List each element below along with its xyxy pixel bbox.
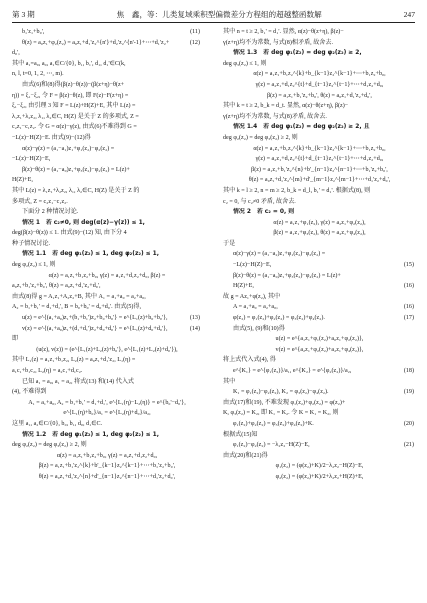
equation-text: H(Z)+E, — [233, 283, 254, 290]
equation-text: e^{K₁} = e^{φ₁(z₂)}/a₁, e^{K₂} = e^{φ₂(z₂)}/a₂, — [233, 368, 352, 374]
text-line: deg φ₂(z₂) ≤ 1, 则 — [12, 262, 56, 269]
text-line: a₁c₁+b₁c₂, L₂(η) = a₂c₁+d₁c₂. — [12, 368, 83, 374]
equation-number: (15) — [403, 262, 414, 269]
display-formula: γ(z) = a₂z₁+d₁z₂^{t}+d_{t−1}z₂^{t−1}+⋯+d₁z₂+d₀, — [255, 81, 384, 88]
equation-text: u(z) = e^{(a₁+a₀)z₁+(b₁+b₁')z₂+b₀+b₀'} = e^{L₁(z)+b₀+b₀'}, — [22, 315, 168, 322]
display-formula: α(z) = a₁z₁+b₁z₂+b₀, γ(z) = a₁z₁+d₁z₂+d₀, β(z) = — [48, 272, 166, 279]
display-formula: e^{L₁(η)+b₀}/a₁ = e^{L₂(η)+d₀}/a₂, — [63, 410, 151, 417]
display-formula: φ₁(z₂) = (φ(z₂)+K)/2−λ₂z₂−H(Z)−E, — [275, 463, 364, 470]
equation-text: β(z)−θ(z) = (a₁−a₀)z₁+φ₃(z₂)−φ₄(z₂) = L(z)+ — [233, 272, 341, 279]
equation-text: φ₁(z₂)+φ₂(z₂) = φ₃(z₂)+φ₄(z₂)+K. — [233, 420, 314, 427]
case-heading: 情况 1 若 c₂≠0, 则 deg(α(z)−γ(z)) ≤ 1, — [22, 219, 145, 226]
text-line: η)) = ξ₁−ξ₂, 令 F = β(z)−θ(z), 即 F(z)−F(z+η) = — [12, 92, 129, 99]
display-formula: (u(z), v(z)) = (e^{L₁(z)+L₂(z)+b₀'}, e^{L₁(z)+L₂(z)+d₀'}), — [36, 346, 178, 353]
equation-line — [12, 313, 202, 324]
display-formula: v(z) = e^{a₂z₁+φ₂(z₂)+a₂z₁+φ₄(z₂)}, — [275, 346, 364, 353]
equation-line — [223, 260, 416, 271]
equation-number: (16) — [403, 304, 414, 311]
right-column — [223, 27, 416, 483]
text-line: A₂ = b₁+b₁' = d₁+d₁', B = b₀+b₀' = d₀+d₀'. 由式(5)得, — [12, 304, 142, 311]
equation-text: φ(z₂) = φ₁(z₂)+φ₂(z₂) = φ₃(z₂)+φ₄(z₂). — [233, 315, 325, 322]
text-line: deg φ₂(z₂) = deg φ₃(z₂) ≥ 2, 则 — [223, 134, 298, 141]
equation-number: (11) — [190, 29, 200, 35]
text-line: α(z)−γ(z) = (a₁−a₁)z₁+φ₁(z₂)−φ₂(z₂) = — [22, 145, 115, 152]
equation-line — [223, 271, 416, 282]
text-line: 由式(17)和(19), 不难发现 φ₁(z₂)+φ₂(z₂) = φ(z₂)+ — [223, 399, 346, 406]
text-line: 故 g = Az₁+φ(z₂), 其中 — [223, 293, 281, 300]
issue-number: 第 3 期 — [12, 9, 35, 19]
equation-number: (17) — [403, 315, 414, 322]
equation-line — [12, 324, 202, 335]
text-line: deg(β(z)−θ(z)) ≤ 1. 由式(9)−(12) 知, 由下分 4 — [12, 230, 127, 237]
case-heading: 情况 1.2 若 deg φ₁(z₂) ≤ 1, deg φ₂(z₂) ≤ 1, — [22, 431, 160, 438]
text-line: 其中 k = t ≥ 2, b_k = d_t. 显然, α(z)−θ(z+η), β(z)− — [223, 103, 349, 110]
display-formula: β(z) = a₁z₁+φ₃(z₂), θ(z) = a₂z₁+φ₄(z₂), — [273, 230, 366, 237]
equation-text: θ(z) = a₀z₁+φ₂(z₂) = a₀z₁+d₁'z₂^{n'}+d₂'z₂^{n'-1}+⋯+d₁'z₂+ — [22, 39, 170, 46]
equation-number — [414, 271, 416, 282]
text-line: d₀', — [12, 50, 20, 57]
equation-line — [12, 27, 202, 38]
text-line: 由式(8)得 g = A₁z₁+A₂z₂+B, 其中 A₁ = a₁+a₀ = a₂+a₀, — [12, 293, 146, 300]
text-line: a₀z₁+b₁'z₂+b₀', θ(z) = a₀z₁+d₁'z₂+d₀', — [12, 283, 101, 290]
text-line: 由式(20)和(21)得 — [223, 452, 268, 459]
display-formula: α(z) = a₁z₁+b₁z₂^{k}+b_{k−1}z₂^{k−1}+⋯+b₁z₂+b₀, — [253, 145, 386, 152]
display-formula: α(z) = a₁z₁+b₁z₂+b₀, γ(z) = a₂z₁+d₁z₂+d₀, — [56, 452, 158, 459]
equation-text: φ₁(z₂)−φ₂(z₂) = −λ₂z₂−H(Z)−E, — [233, 442, 310, 449]
equation-number: (21) — [403, 442, 414, 449]
text-line: 于是 — [223, 240, 236, 247]
equation-line — [223, 249, 416, 260]
text-line: 这里 a₁, a₂∈C/{0}, b₀, b₁, d₀, d₁∈C. — [12, 420, 103, 427]
text-line: 下面分 2 种情况讨论. — [22, 209, 79, 216]
equation-line — [223, 281, 416, 292]
text-line: 其中 L(z) = λ₁z₁+λ₂z₂, λ₁, λ₂∈C, H(Z) 是关于 Z 的 — [12, 187, 140, 194]
equation-text: b₁'z₁+b₀', — [22, 29, 45, 35]
left-column — [12, 27, 202, 483]
case-heading: 情况 2 若 c₂ = 0, 则 — [233, 209, 295, 216]
text-line: 其中 L₁(z) = a₁z₁+b₁z₂, L₂(z) = a₀z₁+d₁'z₂, L₁(η) = — [12, 357, 136, 364]
equation-line — [223, 302, 416, 313]
display-formula: u(z) = e^{a₁z₁+φ₁(z₂)+a₀z₁+φ₂(z₂)}, — [275, 336, 364, 343]
display-formula: β(z) = a₁z₁+b₁'z₂+b₀', θ(z) = a₀z₁+d₁'z₂+d₀', — [267, 92, 372, 99]
text-line: −L(z)−H(Z)−E, — [12, 156, 51, 163]
running-title: 焦 鑫，等：儿类复域乘积型偏微差分方程组的超越整函数解 — [116, 9, 322, 19]
text-line: λ₁z₁+λ₂z₂, λ₁, λ₂∈C, H(Z) 是关于 Z 的多项式, Z = — [12, 113, 139, 120]
text-line: 由式(5), (9)和(10)得 — [233, 325, 285, 332]
equation-number: (12) — [189, 39, 200, 46]
equation-line — [223, 313, 416, 324]
equation-number: (20) — [403, 420, 414, 427]
text-line: 种子情况讨论. — [12, 240, 51, 247]
equation-text: K₁ = φ₁(z₂)−φ₂(z₂), K₂ = φ₃(z₂)−φ₄(z₂). — [233, 389, 329, 396]
equation-text: α(z)−γ(z) = (a₁−a₂)z₁+φ₁(z₂)−φ₂(z₂) = — [233, 251, 326, 258]
text-line: 其中 a₁=a₀, a₀, a₁∈C/{0}, b₁, b₁', d₁, d₁'∈C(k, — [12, 60, 126, 67]
text-line: 由式(6)和(8)得(β(z)−θ(z))−(β(z+η)−θ(z+ — [22, 81, 125, 88]
display-formula: φ₂(z₂) = (φ(z₂)+K)/2+λ₂z₂+H(Z)+E, — [275, 473, 364, 480]
equation-line — [223, 419, 416, 430]
text-line: 已知 a₁ = a₀, a₁ = a₂, 将式(13) 和(14) 代入式 — [22, 378, 135, 385]
text-line: (4), 不难得到 — [12, 389, 47, 396]
display-formula: θ(z) = a₀z₁+d₁'z₂^{n}+d'_{n−1}z₂^{n−1}+⋯+d₁'z₂+d₀', — [38, 473, 176, 480]
equation-number: (18) — [403, 368, 414, 374]
case-heading: 情况 1.1 若 deg φ₁(z₂) ≤ 1, deg φ₂(z₂) ≤ 1, — [22, 251, 160, 258]
display-formula: θ(z) = a₀z₁+d₁'z₂^{m}+d'_{m−1}z₂^{m−1}+⋯+d₁'z₂+d₀', — [248, 177, 391, 184]
equation-number — [414, 249, 416, 260]
text-line: 多项式, Z = c₂z₁−c₁z₂. — [12, 198, 68, 205]
equation-number: (19) — [403, 389, 414, 396]
text-line: 其中 — [223, 378, 236, 385]
display-formula: A₁ = a₁+a₀, A₂ = b₁+b₁' = d₁+d₁', e^{L₁(η)−L₂(η)} = e^{b₀'−d₀'}, — [28, 399, 186, 406]
text-line: 其中 k = l ≥ 2, n = m ≥ 2, b_k = d_l, b₁' = d₁'. 根据式(8), 则 — [223, 187, 371, 194]
text-line: K, φ₃(z₂) = K₂, 即 K₁ = K₂. 令 K = K₁ = K₂, 则 — [223, 410, 339, 417]
text-line: deg φ₃(z₂) ≤ 1, 则 — [223, 60, 267, 67]
case-heading: 情况 1.3 若 deg φ₁(z₂) = deg φ₂(z₂) ≥ 2, — [233, 50, 362, 57]
equation-line — [223, 387, 416, 398]
case-heading: 情况 1.4 若 deg φ₁(z₂) = deg φ₂(z₂) ≥ 2, 且 — [233, 124, 370, 131]
display-formula: γ(z) = a₂z₁+d₁z₂^{t}+d_{t−1}z₂^{t−1}+⋯+d₁z₂+d₀, — [255, 156, 384, 163]
text-line: γ(z+η)均不为常数, 与式(8)矛盾, 故舍去. — [223, 113, 327, 120]
text-line: γ(z+η)均不为常数, 与式(8)相矛盾, 故舍去. — [223, 39, 334, 46]
display-formula: β(z) = a₁z₁+b₁'z₂^{n}+b'_{n−1}z₂^{n−1}+⋯+b₁'z₂+b₀', — [251, 166, 388, 173]
page-number: 247 — [403, 9, 415, 19]
display-formula: α(z) = a₁z₁+φ₁(z₂), γ(z) = a₂z₁+φ₂(z₂), — [273, 219, 366, 226]
text-line: 将上式代入式(4), 得 — [223, 357, 276, 364]
running-header — [12, 7, 415, 21]
text-line: H(Z)+E, — [12, 177, 33, 184]
equation-text: A = a₁+a₀ = a₂+a₀, — [233, 304, 278, 311]
equation-number: (16) — [403, 283, 414, 290]
text-line: n, l, t=0, 1, 2, ⋯, m). — [12, 71, 64, 78]
equation-text: −L(z)−H(Z)−E, — [233, 262, 272, 269]
equation-line — [12, 38, 202, 49]
text-line: β(z)−θ(z) = (a₁−a₀)z₁+φ₃(z₂)−φ₂(z₂) = L(z)+ — [22, 166, 130, 173]
equation-line — [223, 440, 416, 451]
text-line: −L(z)−H(Z)−E. 由式(9)−(12)得 — [12, 134, 91, 141]
text-line: 其中 n = t ≥ 2, b₁' = d₁'. 显然, α(z)−θ(z+η), β(z)− — [223, 29, 344, 35]
equation-number: (13) — [189, 315, 200, 322]
text-line: 根据式(15)知 — [223, 431, 258, 438]
display-formula: α(z) = a₁z₁+b₁z₂^{k}+b_{k−1}z₂^{k−1}+⋯+b₁z₂+b₀, — [253, 71, 386, 78]
text-line: ξ₁−ξ₂, 由引理 3 知 F = L(z)+H(Z)+E, 其中 L(z) = — [12, 103, 136, 110]
equation-line — [223, 366, 416, 377]
text-line: c₂z₁−c₁z₂. 令 G = α(z)−γ(z), 由式(6)不难得到 G = — [12, 124, 137, 131]
equation-number: (14) — [189, 325, 200, 332]
text-line: deg φ₂(z₂) = deg φ₃(z₂) ≥ 2, 则 — [12, 442, 87, 449]
equation-text: v(z) = e^{(a₁+a₀)z₁+(d₁+d₁')z₂+d₀+d₀'} = e^{L₁(z)+d₀+d₀'}, — [22, 325, 168, 332]
text-line: 即 — [12, 336, 19, 343]
display-formula: β(z) = a₁z₁+b₁'z₂^{k}+b'_{k−1}z₂^{k−1}+⋯+b₁'z₂+b₀', — [38, 463, 176, 470]
header-rule — [12, 22, 415, 23]
text-line: c₂ = 0, 与 c₂≠0 矛盾, 故舍去. — [223, 198, 296, 205]
